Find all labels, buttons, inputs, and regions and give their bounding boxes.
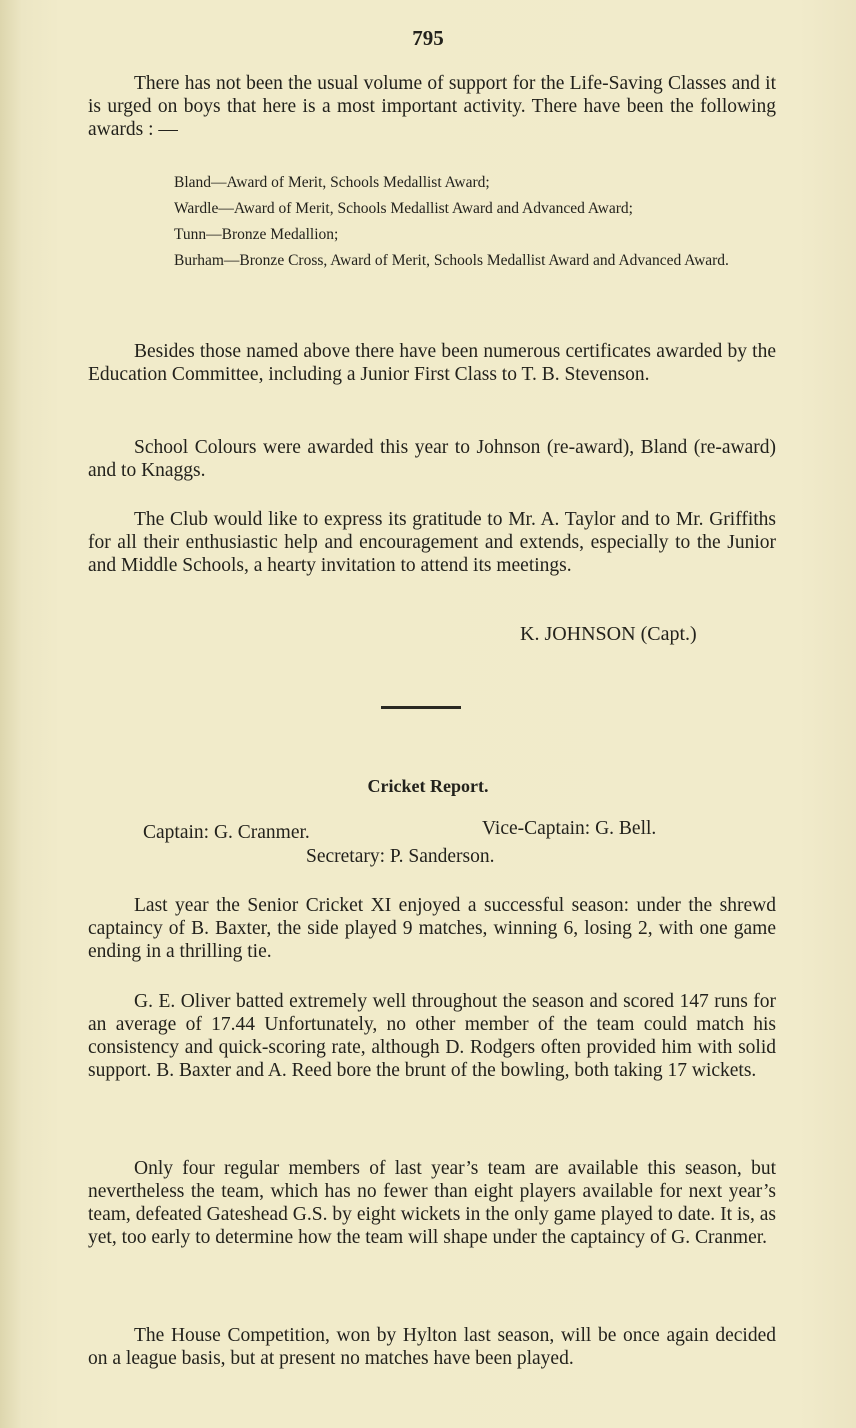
house-competition-section [88,1324,776,1370]
team-section [88,1157,776,1249]
cricket-season-section [88,894,776,963]
cricket-report-heading: Cricket Report. [367,776,489,796]
gratitude-paragraph: The Club would like to express its gratitude to Mr. A. Taylor and to Mr. Griffiths for all their enthusiastic help and encouragement and extends, especially to the Junior and Middle Schools, a hearty invitation to attend its meetings. [88,509,776,576]
certificates-paragraph: Besides those named above there have been numerous certificates awarded by the Education Committee, including a Junior First Class to T. B. Stevenson. [88,341,776,385]
gratitude-section [88,508,776,577]
award-item-burham: Burham—Bronze Cross, Award of Merit, Schools Medallist Award and Advanced Award. [174,252,729,269]
house-competition-paragraph: The House Competition, won by Hylton last season, will be once again decided on a league basis, but at present no matches have been played. [88,1325,776,1369]
batting-section [88,990,776,1082]
season-paragraph: Last year the Senior Cricket XI enjoyed a successful season: under the shrewd captaincy of B. Baxter, the side played 9 matches, winning 6, losing 2, with one game ending in a thrilling tie. [88,895,776,962]
award-item-tunn: Tunn—Bronze Medallion; [174,226,339,243]
intro-paragraph: There has not been the usual volume of support for the Life-Saving Classes and it is urged on boys that here is a most important activity. There have been the following awards : — [88,73,776,140]
captain-line: Captain: G. Cranmer. [143,822,310,843]
secretary-line: Secretary: P. Sanderson. [306,846,495,867]
vice-captain-line: Vice-Captain: G. Bell. [482,818,657,839]
batting-paragraph: G. E. Oliver batted extremely well throughout the season and scored 147 runs for an average of 17.44 Unfortunately, no other member of the team could match his consistency and quick-scoring rate, although D. Rodgers often provided him with solid support. B. Baxter and A. Reed bore the brunt of the bowling, both taking 17 wickets. [88,991,776,1081]
award-item-wardle: Wardle—Award of Merit, Schools Medallist Award and Advanced Award; [174,200,633,217]
team-paragraph: Only four regular members of last year’s team are available this season, but nevertheless the team, which has no fewer than eight players available for next year’s team, defeated Gateshead G.S. by eight wickets in the only game played to date. It is, as yet, too early to determine how the team will shape under the captaincy of G. Cranmer. [88,1158,776,1248]
colours-section [88,436,776,482]
section-divider [381,706,461,709]
life-saving-intro [88,72,776,141]
signature: K. JOHNSON (Capt.) [520,623,697,645]
colours-paragraph: School Colours were awarded this year to Johnson (re-award), Bland (re-award) and to Knaggs. [88,437,776,481]
page-number: 795 [412,26,444,50]
award-item-bland: Bland—Award of Merit, Schools Medallist Award; [174,174,490,191]
awards-list [174,170,780,274]
certificates-section [88,340,776,386]
